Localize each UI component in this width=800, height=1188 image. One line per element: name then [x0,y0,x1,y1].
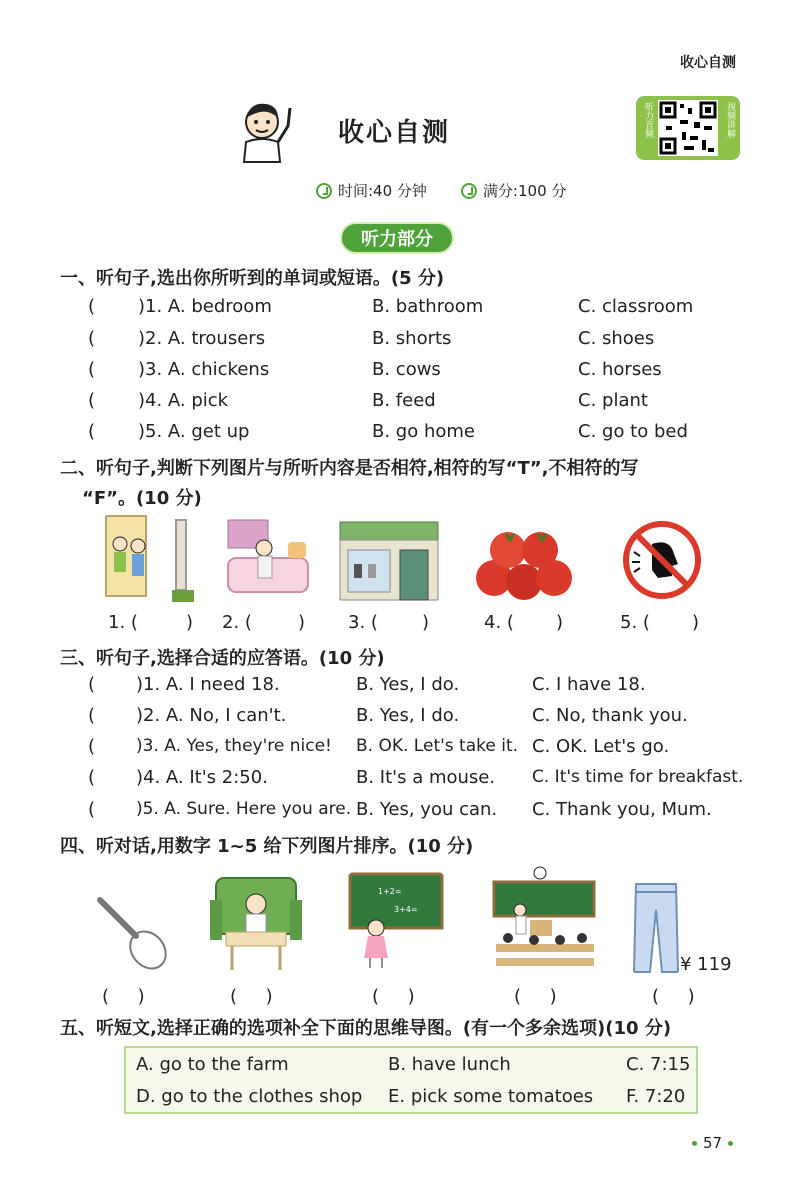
q4-picture-boy-sofa [210,870,302,972]
q1-option-b: B. go home [372,421,475,442]
clock-icon [316,183,332,199]
trousers-price: ¥ 119 [680,954,732,975]
q3-option-b: B. It's a mouse. [356,767,496,788]
q4-blank-2[interactable]: ( ) [230,986,273,1007]
answer-blank[interactable]: ( [88,421,96,442]
q3-option-c: C. Thank you, Mum. [532,799,712,820]
q2-picture-clothes-shop [338,520,440,602]
answer-blank[interactable]: ( [88,328,96,349]
q3-option-a: )3. A. Yes, they're nice! [136,736,332,756]
q3-option-a: )4. A. It's 2:50. [136,767,268,788]
q1-option-a: )3. A. chickens [138,359,270,380]
q5-option-f: F. 7:20 [626,1086,686,1107]
q1-option-a: )2. A. trousers [138,328,266,349]
q1-option-a: )1. A. bedroom [138,296,272,317]
q3-option-c: C. OK. Let's go. [532,736,670,757]
svg-text:1+2=: 1+2= [378,887,402,896]
q3-option-b: B. Yes, I do. [356,705,460,726]
q4-blank-1[interactable]: ( ) [102,986,145,1007]
q1-option-b: B. feed [372,390,436,411]
full-score: 满分:100 分 [482,182,567,200]
q3-option-a: )2. A. No, I can't. [136,705,287,726]
answer-blank[interactable]: ( [88,359,96,380]
qr-label-left: 听力音频 [643,102,653,138]
q3-heading: 三、听句子,选择合适的应答语。(10 分) [60,648,385,669]
q5-option-e: E. pick some tomatoes [388,1086,594,1107]
q3-option-a: )1. A. I need 18. [136,674,280,695]
q1-option-c: C. shoes [578,328,655,349]
q1-option-a: )4. A. pick [138,390,229,411]
q2-label-1[interactable]: 1. ( [108,612,138,633]
exam-info [316,180,566,201]
answer-blank[interactable]: ( [88,390,96,411]
corner-label: 收心自测 [680,55,736,71]
svg-text:3+4=: 3+4= [394,905,418,914]
q4-blank-3[interactable]: ( ) [372,986,415,1007]
q4-picture-girl-blackboard [348,872,444,970]
q1-heading: 一、听句子,选出你所听到的单词或短语。(5 分) [60,268,445,289]
time-limit: 时间:40 分钟 [338,182,427,200]
page-number: 57 [686,1134,739,1152]
page-title: 收心自测 [338,118,451,148]
q5-option-b: B. have lunch [388,1054,511,1075]
q1-option-c: C. horses [578,359,662,380]
q3-option-b: B. Yes, you can. [356,799,498,820]
q2-label-5[interactable]: 5. ( [620,612,650,633]
answer-blank[interactable]: ( [88,674,96,695]
q3-option-b: B. OK. Let's take it. [356,736,519,756]
q2-heading-line1: 二、听句子,判断下列图片与所听内容是否相符,相符的写“T”,不相符的写 [60,458,639,479]
q5-heading: 五、听短文,选择正确的选项补全下面的思维导图。(有一个多余选项)(10 分) [60,1018,672,1039]
q4-picture-classroom [490,866,600,972]
q4-picture-spoon [94,892,170,972]
q2-label-4[interactable]: 4. ( [484,612,514,633]
mascot-illustration [240,96,296,164]
q1-option-b: B. cows [372,359,441,380]
qr-code-panel[interactable] [636,96,740,160]
answer-blank[interactable]: ( [88,799,96,820]
q2-label-2[interactable]: 2. ( [222,612,252,633]
q2-picture-no-noise-sign [622,520,702,600]
q2-picture-girl-bed [224,518,316,604]
q4-blank-4[interactable]: ( ) [514,986,557,1007]
q3-option-a: )5. A. Sure. Here you are. [136,799,352,819]
q5-option-d: D. go to the clothes shop [136,1086,363,1107]
answer-blank[interactable]: ( [88,705,96,726]
q1-option-c: C. go to bed [578,421,688,442]
q1-option-c: C. classroom [578,296,694,317]
q1-option-b: B. bathroom [372,296,484,317]
q3-option-c: C. No, thank you. [532,705,688,726]
q3-option-c: C. I have 18. [532,674,646,695]
answer-blank[interactable]: ( [88,767,96,788]
q2-label-3[interactable]: 3. ( [348,612,378,633]
q1-option-b: B. shorts [372,328,452,349]
q5-option-a: A. go to the farm [136,1054,289,1075]
q2-heading-line2: “F”。(10 分) [82,488,202,509]
check-icon [461,183,477,199]
section-label-listening: 听力部分 [340,222,454,254]
q4-heading: 四、听对话,用数字 1~5 给下列图片排序。(10 分) [60,836,474,857]
qr-code-icon [658,100,718,156]
qr-label-right: 视频讲解 [725,102,735,138]
q3-option-b: B. Yes, I do. [356,674,460,695]
q4-blank-5[interactable]: ( ) [652,986,695,1007]
q5-option-c: C. 7:15 [626,1054,691,1075]
q4-picture-trousers [632,880,680,974]
answer-blank[interactable]: ( [88,736,96,757]
q2-picture-children-door [104,514,198,606]
q2-picture-tomatoes [472,526,578,604]
q3-option-c: C. It's time for breakfast. [532,767,744,787]
q1-option-a: )5. A. get up [138,421,250,442]
q1-option-c: C. plant [578,390,648,411]
answer-blank[interactable]: ( [88,296,96,317]
